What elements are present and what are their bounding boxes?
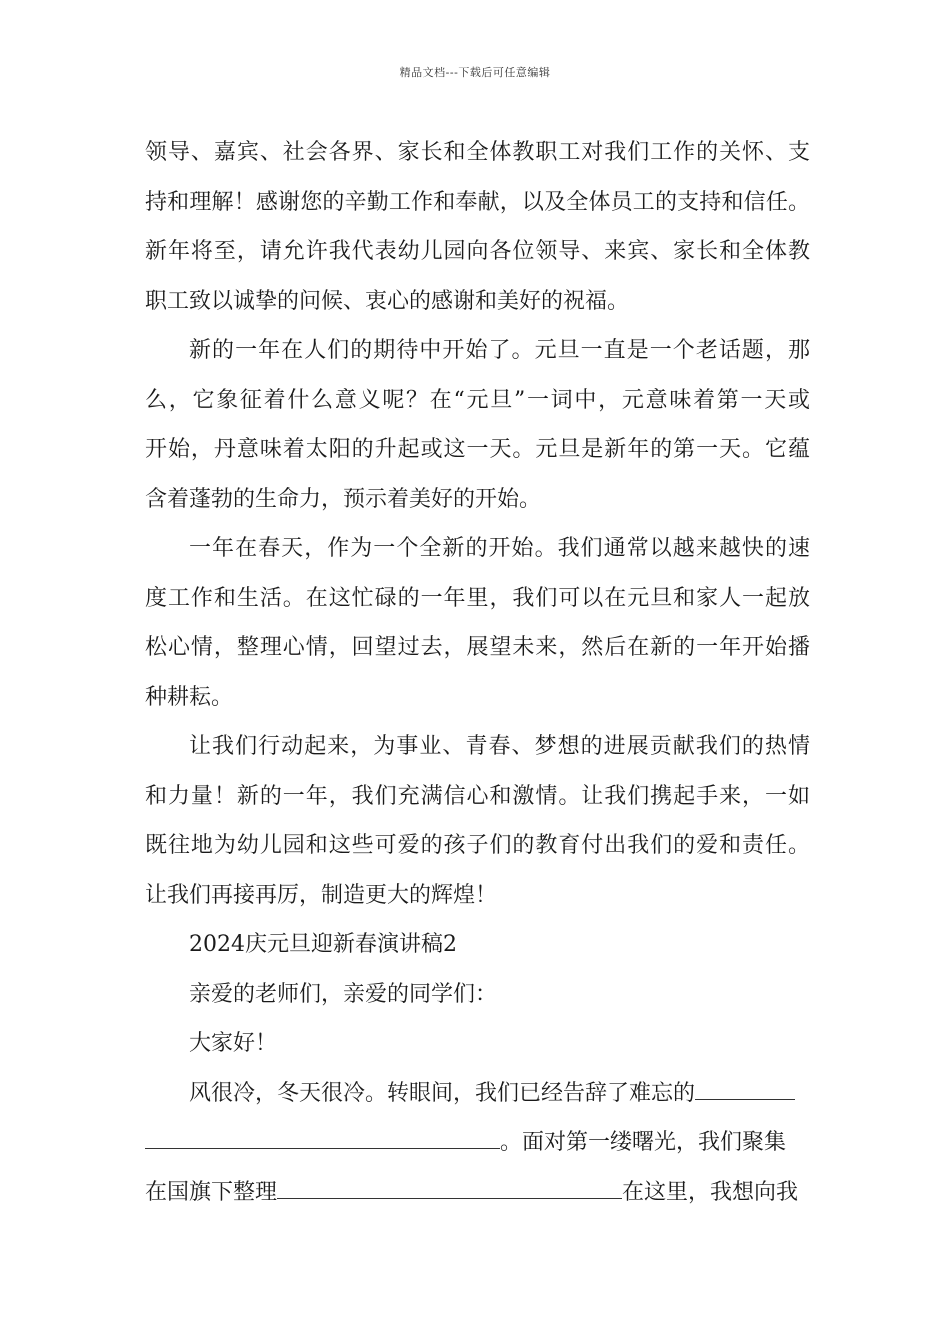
fill-in-blank-1 <box>695 1069 795 1100</box>
paragraph-5-line-1 <box>145 1069 810 1119</box>
paragraph-2-line-2: 么，它象征着什么意义呢？在“元旦”一词中，元意味着第一天或 <box>145 387 810 413</box>
paragraph-1-line-4: 职工致以诚挚的问候、衷心的感谢和美好的祝福。 <box>145 288 630 314</box>
paragraph-3-line-2: 度工作和生活。在这忙碌的一年里，我们可以在元旦和家人一起放 <box>145 585 810 611</box>
fill-in-blank-3 <box>277 1168 622 1199</box>
paragraph-2-line-3: 开始，丹意味着太阳的升起或这一天。元旦是新年的第一天。它蕴 <box>145 437 810 462</box>
paragraph-5-line-2 <box>145 1118 810 1168</box>
hello: 大家好！ <box>189 1031 278 1056</box>
paragraph-5-text-3a: 在国旗下整理 <box>145 1179 278 1205</box>
paragraph-1-line-1: 领导、嘉宾、社会各界、家长和全体教职工对我们工作的关怀、支 <box>145 140 810 165</box>
paragraph-4-line-2: 和力量！新的一年，我们充满信心和激情。让我们携起手来，一如 <box>145 783 810 809</box>
paragraph-5-text-3b: 在这里，我想向我 <box>622 1179 799 1205</box>
paragraph-5-line-3 <box>145 1168 810 1218</box>
fill-in-blank-2 <box>145 1118 500 1149</box>
document-body <box>145 128 810 1217</box>
paragraph-3-line-3: 松心情，整理心情，回望过去，展望未来，然后在新的一年开始播 <box>145 635 810 660</box>
paragraph-1-line-3: 新年将至，请允许我代表幼儿园向各位领导、来宾、家长和全体教 <box>145 239 810 264</box>
paragraph-4-line-3: 既往地为幼儿园和这些可爱的孩子们的教育付出我们的爱和责任。 <box>145 833 810 858</box>
paragraph-2-line-1: 新的一年在人们的期待中开始了。元旦一直是一个老话题，那 <box>189 338 810 363</box>
section-2-title: 2024庆元旦迎新春演讲稿2 <box>189 932 457 957</box>
greeting: 亲爱的老师们，亲爱的同学们： <box>189 981 498 1007</box>
paragraph-3-line-1: 一年在春天，作为一个全新的开始。我们通常以越来越快的速 <box>189 536 810 561</box>
paragraph-1-line-2: 持和理解！感谢您的辛勤工作和奉献，以及全体员工的支持和信任。 <box>145 189 810 215</box>
paragraph-4-line-4: 让我们再接再厉，制造更大的辉煌！ <box>145 882 498 908</box>
paragraph-4-line-1: 让我们行动起来，为事业、青春、梦想的进展贡献我们的热情 <box>189 734 810 759</box>
paragraph-5-text-2: 。面对第一缕曙光，我们聚集 <box>500 1130 787 1155</box>
paragraph-3-line-4: 种耕耘。 <box>145 684 234 710</box>
page-header: 精品文档---下载后可任意编辑 <box>399 66 551 79</box>
paragraph-5-text-1: 风很冷，冬天很冷。转眼间，我们已经告辞了难忘的 <box>189 1080 696 1106</box>
paragraph-2-line-4: 含着蓬勃的生命力，预示着美好的开始。 <box>145 486 542 512</box>
